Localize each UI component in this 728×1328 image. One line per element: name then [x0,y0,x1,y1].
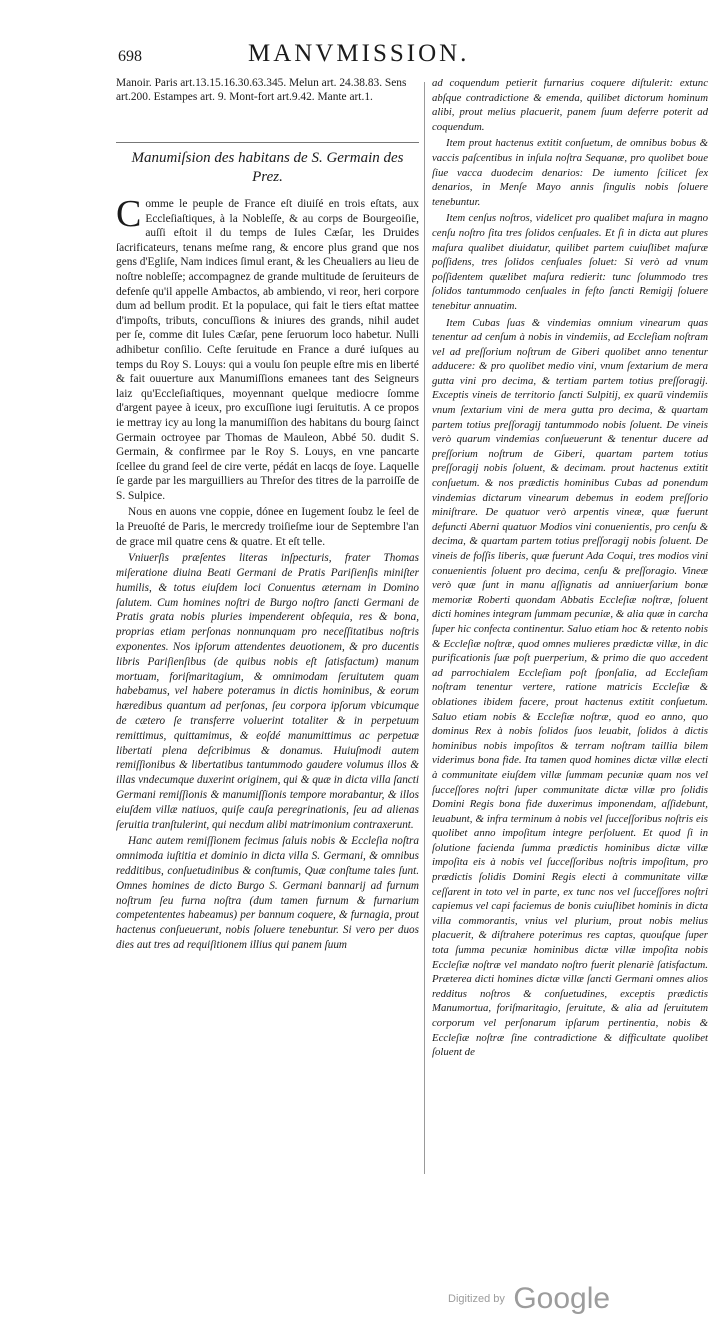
running-head-title: MANVMISSION. [248,40,470,67]
charter-paragraph: Item cenſus noſtros, videlicet pro qualibet maſura in magno cenſu noſtro ſita tres ſolidos cenſuales. Et ſi in dicta aut plures maſura qualibet diuidatur, quilibet partem cuiuſlibet maſuræ poſſidens, tres ſolidos cenſuales ſoluet: Si verò ad vnum poſſidentem quælibet maſura redierit: tunc ſolummodo tres ſolidos tantummodo cenſuales in feſto ſancti Remigij ſoluere tenebitur annuatim. [432,212,708,312]
charter-paragraph: Item Cubas ſuas & vindemias omnium vinearum quas tenentur ad cenſum à nobis in vindemiis, ad Eccleſiam noſtram vel ad preſſorium noſtrum de Giberi quolibet anno tenentur adducere: & pro quolibet medio vini, vnum ſextarium de mera gutta vini pro decima, & tertiam partem totius preſſoragij. Exceptis vineis de territorio ſancti Sulpitij, ex quarū vindemiis vnum ſextarium vini de mera gutta pro decima, & quartam partem totius preſſoragij tantummodo nobis ſoluent. De vineis verò quarum vindemias conſueuerunt & tenentur ducere ad preſſorium noſtrum de Giberi, quartam partem totius preſſoragij nobis ſoluent, & decimam. prout hactenus extitit conſuetum. & nos prædictis hominibus Cubas ad ponendum vindemias dictarum vinearum debemus in eodem preſſorio miniſtrare. De quatuor verò arpentis vineæ, quæ fuerunt defuncti Aberni quatuor Modios vini conuenientis, pro cenſu & decima, & quartam partem totius preſſoragij nobis ſoluent. De vineis de foſſis liberis, quæ fuerunt Ada Coqui, tres modios vini conuenientis ſoluent pro decima, cenſu & preſſoragio. Vineæ verò quæ ſunt in manu aſſignatis ad anniuerſarium bonæ memoriæ Roberti quondam Abbatis Eccleſiæ noſtræ, ſoluent dicti homines integram ſummam pecuniæ, & alia quæ in carcha ſuper hic confecta continentur. Saluo etiam hoc & retento nobis & Eccleſiæ noſtræ, quod omnes mulieres prædictæ villæ, in dic purificationis ſuæ poſt puerperium, & primo die quo accedent ad parrochialem Eccleſiam poſt ſponſalia, ad Eccleſiam noſtram tenentur vertere, ratione matricis Eccleſiæ & oblationes ibidem facere, prout hactenus extitit conſuetum. Saluo etiam nobis & Eccleſiæ noſtræ, quod eo anno, quo dominus Rex à nobis ſolidos ſuos leuabit, ſolidos à dictis hominibus nobis impoſitos & terram noſtram taillia bilem viderimus bona fide. Ita tamen quod homines dictæ villæ electi à communitate eiuſdem villæ ſummam pecuniæ quam nos vel ſucceſſores noſtri ſuper communitate dictæ villæ pro ſolidis Domini Regis bona fide duxerimus imponendam, aſſidebunt, leuabunt, & infra terminum à nobis vel ſucceſſoribus noſtris eis quolibet anno impoſitum integre perſoluent. Et quod ſi in ſolutione facienda ſumma prædictis hominibus dictæ villæ impoſita eis à nobis vel ſucceſſoribus noſtris impoſitum, pro prædictis ſolidis Domini Regis electi à communitate villæ ceſſarent in toto vel in parte, ex tunc nos vel ſucceſſores noſtri capiemus vel capi faciemus de bonis cuiuſlibet hominis in dicta villa commorantis, vnius vel plurium, prout nobis melius placuerit, & diſtrahere poterimus res captas, quouſque ſuper tota ſumma pecuniæ hominibus dictæ villæ impoſita nobis Eccleſiæ noſtræ vel mandato noſtro fuerit plenariè ſatisfactum. Præterea dicti homines dictæ villæ ſancti Germani omnes alios redditus noſtros & conſuetudines, exceptis prædictis Manumortua, foriſmaritagio, ſeruitute, & alia ad ſeruitutem corporum vel perſonarum ipſarum pertinentia, nobis & Eccleſiæ noſtræ ſine contradictione & difficultate quolibet ſoluent de [432,316,708,1059]
intro-paragraph [116,193,419,503]
google-logo: Google [513,1282,611,1315]
charter-paragraph: Hanc autem remiſſionem fecimus ſaluis nobis & Eccleſia noſtra omnimoda iuſtitia et dominio in dicta villa S. Germani, & omnibus redditibus, conſuetudinibus & conſtumis, Quæ conſtume tales ſunt. Omnes homines de dicto Burgo S. Germani bannarij ad furnum noſtrum ſeu furna noſtra (dum tamen furnum & furnarium competententes habeamus) per bannum coquere, & furnagia, prout hactenus conſueuerunt, nobis ſoluere tenebuntur. Si vero per duos dies aut tres ad requiſitionem illius qui panem ſuum [116,835,419,951]
left-column [116,76,419,1166]
charter-paragraph: Vniuerſis præſentes literas inſpecturis, frater Thomas miſeratione diuina Beati Germani de Pratis Pariſienſis miniſter humilis, & totus eiuſdem loci Conuentus æternam in Domino ſalutem. Cum homines noſtri de Burgo noſtro ſancti Germani de Pratis grata nobis pluries impenderent obſequia, res & bona, proprias etiam perſonas nonnunquam pro neceſſitatibus noſtris exponentes. Nos ipſorum attendentes deuotionem, & pro ducentis libris Pariſienſibus (de quibus nobis eſt ſatisfactum) manum mortuam, foriſmaritagium, & omnimodam ſeruitutem quam habebamus, vel habere poteramus in dictis hominibus, & eorum hæredibus quantum ad perſonas, ſeu corpora ipſorum vbicumque de cætero ſe transferre voluerint totaliter & in perpetuum remittimus, quittamimus, & eoſdé manumittimus ac perpetuæ libertati plena deſcribimus & donamus. Huiuſmodi autem remiſſionibus & libertatibus tantummodo gaudere volumus illos & illas vndecumque duxerint originem, qui & quæ in dicta villa ſancti Germani remiſſionis & manumiſſionis tempore morabantur, & illos eiuſdem villæ natiuos, quiſe cauſa peregrinationis, ſeu ad alienas ſeruitia tranſtulerint, qui necdum alibi matrimonium contraxerunt. [116,552,419,831]
right-column [432,76,708,1166]
charter-paragraph: ad coquendum petierit furnarius coquere diſtulerit: extunc abſque contradictione & emenda, quilibet dictorum hominum alibi, prout melius placuerit, panem ſuum deferre poterit ad coquendum. [432,77,708,133]
charter-paragraph: Item prout hactenus extitit conſuetum, de omnibus bobus & vaccis paſcentibus in inſula noſtra Sequanæ, pro quolibet boue ſiue vacca duodecim denarios: De iumento ſcilicet ſex denarios, in Menſe Mayo annis ſingulis nobis ſoluere tenebuntur. [432,137,708,208]
column-rule [424,82,425,1174]
digitized-label: Digitized by [448,1293,505,1305]
intro-text: omme le peuple de France eſt diuiſé en trois eſtats, aux Eccleſiaſtiques, à la Nobleſſe, & au corps de Bourgeoiſie, auſſi eſtoit il du temps de Iules Cæſar, les Druides ſacrificateurs, tenans meſme rang, & encore plus grand que nos gens d'Egliſe, Nam indices ſimul erant, & les Cheualiers au lieu de noſtre nobleſſe; accompagnez de grande multitude de ſeruiteurs de defenſe qu'il appelle Ambactos, ab ambiendo, vi reor, heri corpore dum ad bellum prodit. Et la populace, qui fait le tiers eſtat mattee d'impoſts, tributs, concuſſions & iniures des grands, nihil audet per ſe, comme dit Iules Cæſar, pene ſeruorum loco habetur. Nulli adhibetur conſilio. Ceſte ſeruitude en France a duré iuſques au temps du Roy S. Louys: qui a voulu ſon peuple eſtre mis en liberté & fait ouuerture aux Manumiſſions emanees tant des Seigneurs laiz qu'Eccleſiaſtiques, moyennant quelque mediocre ſomme d'argent payee à iceux, pro excuſſione iugi ſeruitutis. A ce propos ie mettray icy au long la manumiſſion des habitans du bourg ſainct Germain octroyee par Thomas de Mauleon, Abbé 50. dudit S. Germain, & confirmee par le Roy S. Louys, en vne pancarte ſcellee du grand ſeel de cire verte, pédát en lacqs de ſoye. Laquelle ſe garde par les marguilliers au Threſor des titres de la parroiſſe de S. Sulpice. [116,198,419,502]
copy-paragraph: Nous en auons vne coppie, dónee en Iugement ſoubz le ſeel de la Preuoſté de Paris, le mercredy troiſieſme iour de Septembre l'an de grace mil quatre cens & quatre. Et eſt telle. [116,506,419,548]
digitized-watermark [448,1282,610,1316]
section-divider [116,142,419,143]
coutume-references: Manoir. Paris art.13.15.16.30.63.345. Melun art. 24.38.83. Sens art.200. Estampes art. 9. Mont-fort art.9.42. Mante art.1. [116,77,407,103]
page-number: 698 [118,48,142,65]
drop-cap: C [116,193,142,235]
section-title: Manumiſsion des habitans de S. Germain des Prez. [131,150,404,185]
